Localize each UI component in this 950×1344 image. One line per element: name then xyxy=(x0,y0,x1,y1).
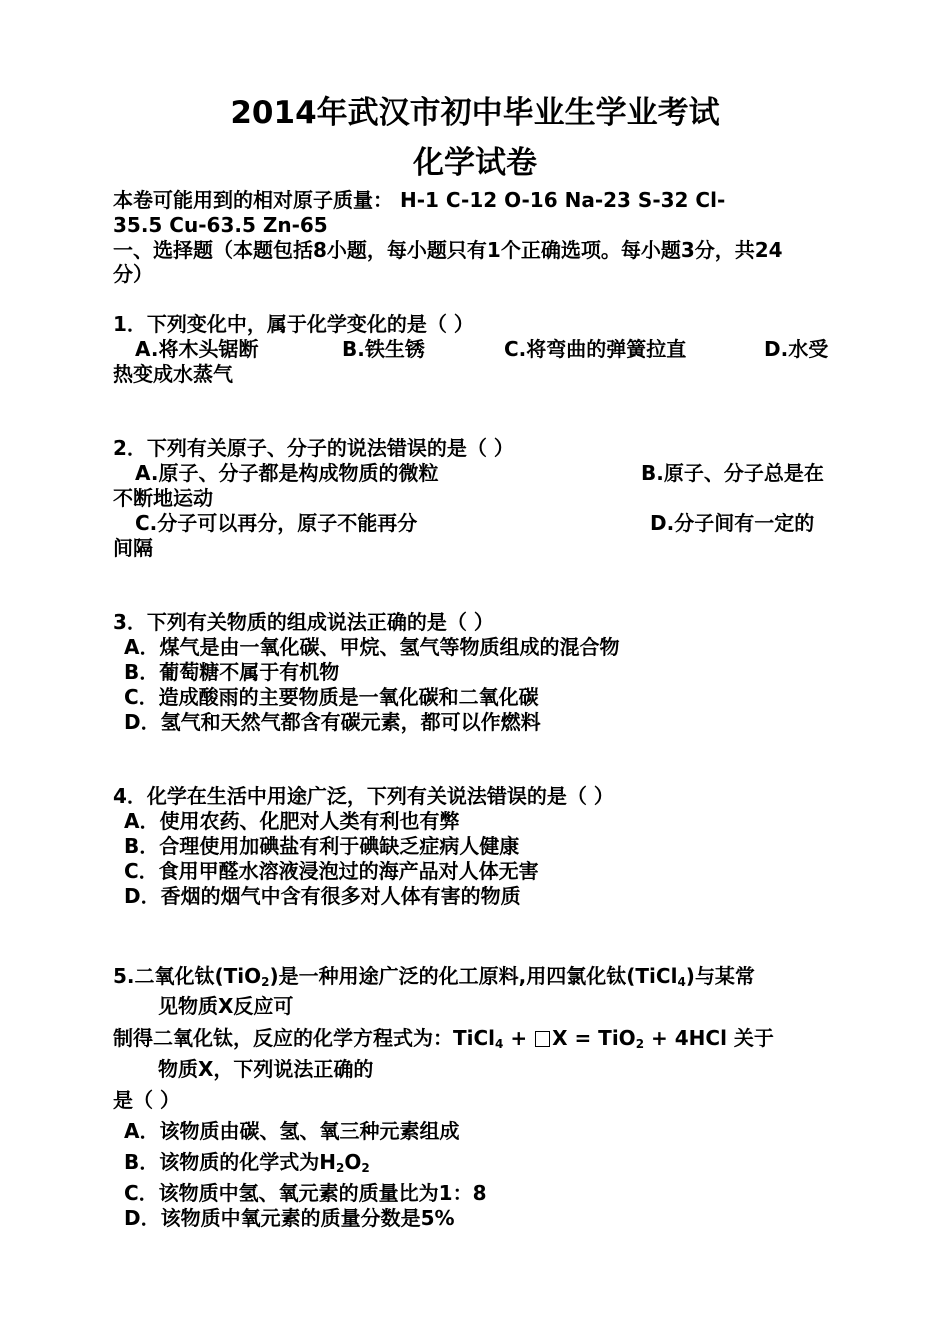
q2-option-d: D.分子间有一定的 xyxy=(650,511,815,535)
atomic-mass-line-1: 本卷可能用到的相对原子质量： H-1 C-12 O-16 Na-23 S-32 Cl- xyxy=(113,188,726,212)
q3-option-d: D．氢气和天然气都含有碳元素，都可以作燃料 xyxy=(124,710,541,734)
q5-option-a: A．该物质由碳、氢、氧三种元素组成 xyxy=(124,1119,460,1143)
q5-equation-line: 制得二氧化钛，反应的化学方程式为：TiCl$_4$ + X = TiO$_2$ + 4HCl 关于 xyxy=(113,1026,774,1051)
q1-option-b: B.铁生锈 xyxy=(342,337,425,361)
q1-option-c: C.将弯曲的弹簧拉直 xyxy=(504,337,687,361)
q4-option-d: D．香烟的烟气中含有很多对人体有害的物质 xyxy=(124,884,521,908)
q4-option-c: C．食用甲醛水溶液浸泡过的海产品对人体无害 xyxy=(124,859,539,883)
exam-subtitle: 化学试卷 xyxy=(413,145,537,181)
q2-stem: 2．下列有关原子、分子的说法错误的是（ ） xyxy=(113,436,514,460)
q2-option-b: B.原子、分子总是在 xyxy=(641,461,824,485)
q2-option-a: A.原子、分子都是构成物质的微粒 xyxy=(135,461,439,485)
atomic-mass-line-2: 35.5 Cu-63.5 Zn-65 xyxy=(113,213,328,237)
q3-option-b: B．葡萄糖不属于有机物 xyxy=(124,660,340,684)
blank-coefficient-box xyxy=(535,1031,550,1047)
q4-option-a: A．使用农药、化肥对人类有利也有弊 xyxy=(124,809,460,833)
q4-stem: 4．化学在生活中用途广泛，下列有关说法错误的是（ ） xyxy=(113,784,614,808)
section-heading-line-1: 一、选择题（本题包括8小题，每小题只有1个正确选项。每小题3分，共24 xyxy=(113,238,783,262)
exam-title: 2014年武汉市初中毕业生学业考试 xyxy=(230,95,720,131)
q5-option-c: C．该物质中氢、氧元素的质量比为1：8 xyxy=(124,1181,487,1205)
q3-option-c: C．造成酸雨的主要物质是一氧化碳和二氧化碳 xyxy=(124,685,539,709)
q5-stem-line-1: 5.二氧化钛(TiO$_2$)是一种用途广泛的化工原料,用四氯化钛(TiCl$_4$)与某常 xyxy=(113,964,755,989)
q2-option-b-continued: 不断地运动 xyxy=(113,486,213,510)
q3-option-a: A．煤气是由一氧化碳、甲烷、氢气等物质组成的混合物 xyxy=(124,635,620,659)
q1-option-a: A.将木头锯断 xyxy=(135,337,259,361)
q1-option-d-continued: 热变成水蒸气 xyxy=(113,362,233,386)
section-heading-line-2: 分） xyxy=(113,262,153,286)
q5-option-b: B．该物质的化学式为$H_2O_2$ xyxy=(124,1150,370,1175)
q2-option-d-continued: 间隔 xyxy=(113,536,153,560)
q5-option-d: D．该物质中氧元素的质量分数是5% xyxy=(124,1206,455,1230)
q5-stem-line-4: 物质X，下列说法正确的 xyxy=(158,1057,374,1081)
q3-stem: 3．下列有关物质的组成说法正确的是（ ） xyxy=(113,610,494,634)
q4-option-b: B．合理使用加碘盐有利于碘缺乏症病人健康 xyxy=(124,834,520,858)
q1-option-d: D.水受 xyxy=(764,337,829,361)
q5-stem-line-5: 是（ ） xyxy=(113,1088,180,1112)
q5-stem-line-2: 见物质X反应可 xyxy=(158,994,294,1018)
q1-stem: 1．下列变化中，属于化学变化的是（ ） xyxy=(113,312,474,336)
q2-option-c: C.分子可以再分，原子不能再分 xyxy=(135,511,418,535)
